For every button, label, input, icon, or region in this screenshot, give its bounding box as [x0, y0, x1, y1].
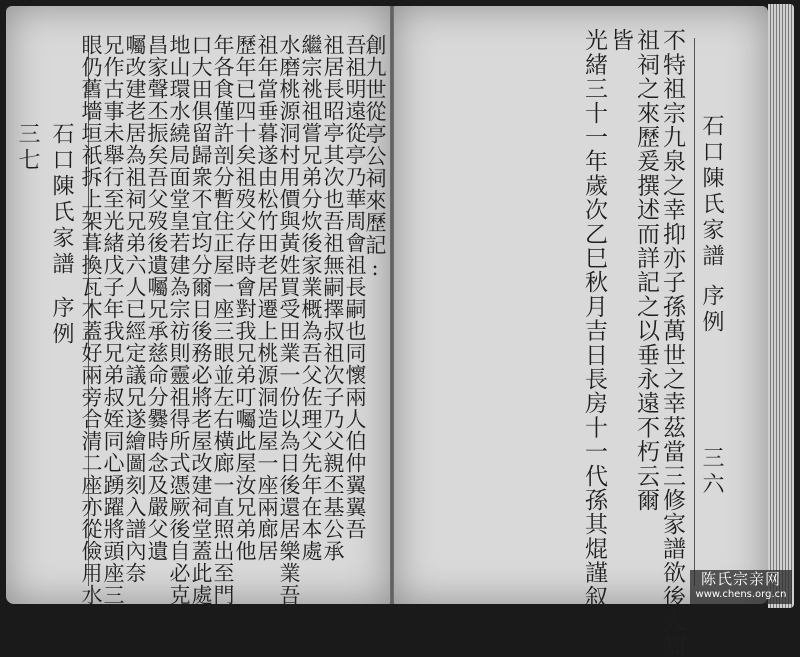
left-text-column: 年各食僅許剖分暫住正屋一座三眼並左右橫廊一直照出至門 — [211, 34, 235, 606]
left-text-column: 眼仍舊墻垣祇拆上架葺換瓦木蓋好兩旁合清二座亦從儉用水 — [79, 34, 103, 606]
left-margin-page-number: 三七 — [15, 122, 40, 174]
left-margin-section: 序例 — [49, 296, 74, 348]
right-text-column: 祖祠之來歷爰撰述而詳記之以垂永遠不朽云爾 — [633, 28, 659, 512]
left-text-column: 繼宗祧祖嘗兄弟分炊後家業概為吾父佐理父先年在本處 — [299, 34, 323, 562]
left-margin-book-title: 石口陳氏家譜 — [49, 122, 74, 278]
right-margin-page-number: 三六 — [699, 446, 724, 498]
right-text-column: 不特祖宗九泉之幸抑亦子孫萬世之幸茲當三修家譜欲後人知 — [659, 28, 685, 657]
left-page — [6, 6, 390, 604]
right-margin-book-title: 石口陳氏家譜 — [699, 114, 724, 270]
right-text-column: 皆 — [607, 28, 633, 53]
left-text-column: 吾祖明遠從亭乃華周會祖長嗣也同懷兩人伯仲翼翼吾 — [343, 34, 367, 540]
left-text-column: 口大田俱留歸衆不宜均分爾日後務必將老屋改建祠堂蓋此處 — [189, 34, 213, 606]
left-text-column: 兄作古事未舉行至光緒戊子年我兄弟叔姪同心踴躍將頭座三 — [101, 34, 125, 606]
right-page — [394, 6, 768, 657]
right-margin-section: 序例 — [699, 284, 724, 336]
watermark-url: www.chens.org.cn — [695, 589, 787, 600]
left-text-column: 昌家聲丕振矣吾父歿後遺囑兄承慈命分爨時念及嚴父遺 — [145, 34, 169, 562]
left-text-column: 地山環水繞局面堂皇若建為宗祊則靈祖得所式憑厥後自必克 — [167, 34, 191, 606]
memorial-heading: 創九世從亭公祠來歷記: — [363, 34, 387, 282]
left-text-column: 囑改建老居為祖祠兄弟六人已經定議兄遂繪圖刻入譜內奈 — [123, 34, 147, 584]
page-edges — [768, 4, 794, 608]
watermark-site-name: 陈氏宗亲网 — [700, 570, 781, 588]
left-text-column: 祖年當垂暮遂由松竹田老居遷上桃源洞造屋一座兩廊居 — [255, 34, 279, 562]
left-text-column: 祖居長昭亭其次也吾祖無嗣擇叔祖次子乃父親丕基公承 — [321, 34, 345, 562]
margin-divider — [694, 38, 695, 586]
right-text-column: 光緒三十一年歲次乙巳秋月吉日長房十一代孫其焜謹叙 — [581, 28, 607, 609]
left-text-column: 水磨桃源洞村用價與黃姓買受田業一份以為日後還居樂業吾 — [277, 34, 301, 606]
left-text-column: 歷年已四十矣祖歿父存時會對我兄弟叮囑此屋汝兄弟他 — [233, 34, 257, 562]
site-watermark — [690, 570, 792, 604]
